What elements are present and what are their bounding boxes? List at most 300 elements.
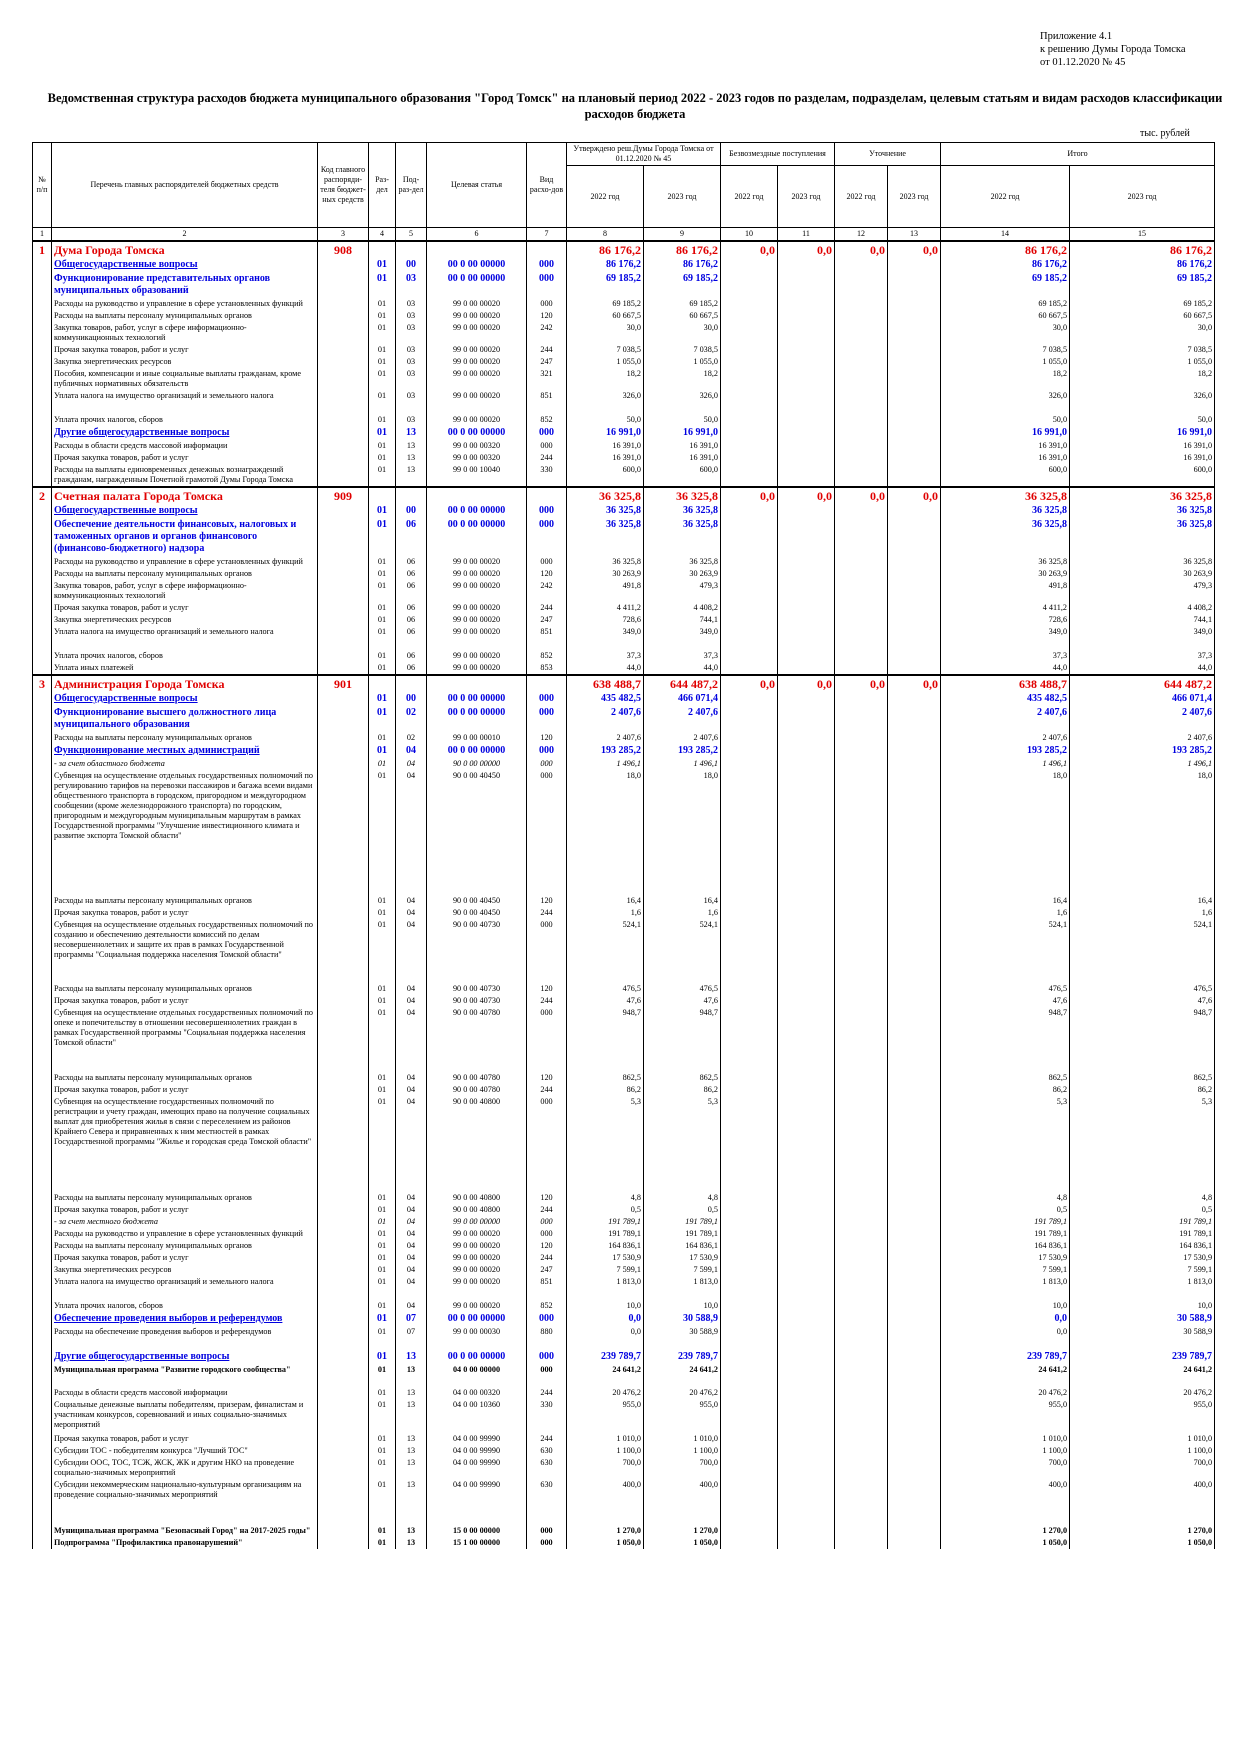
- row-total-2023: 1,6: [1070, 907, 1215, 919]
- table-row: [33, 368, 1215, 390]
- row-name: Уплата налога на имущество организаций и земельного налога: [52, 626, 318, 650]
- row-number: [33, 310, 52, 322]
- row-total-2023: 86,2: [1070, 1084, 1215, 1096]
- row-total-2023: 16 391,0: [1070, 440, 1215, 452]
- row-name: Общегосударственные вопросы: [52, 258, 318, 272]
- row-total-2023: 191 789,1: [1070, 1228, 1215, 1240]
- row-podrazdel: 03: [396, 414, 427, 426]
- row-gratuitous-2023: [778, 518, 835, 556]
- row-code: [318, 1445, 369, 1457]
- row-total-2022: 44,0: [941, 662, 1070, 675]
- row-refinement-2023: [888, 1007, 941, 1072]
- table-row: [33, 732, 1215, 744]
- row-approved-2022: 2 407,6: [567, 706, 644, 732]
- table-row: [33, 1276, 1215, 1300]
- row-gratuitous-2023: [778, 568, 835, 580]
- row-approved-2023: 17 530,9: [644, 1252, 721, 1264]
- row-number: [33, 1216, 52, 1228]
- row-gratuitous-2023: [778, 1007, 835, 1072]
- row-total-2022: 4 411,2: [941, 602, 1070, 614]
- row-code: [318, 322, 369, 344]
- row-total-2022: 24 641,2: [941, 1364, 1070, 1387]
- row-total-2022: 10,0: [941, 1300, 1070, 1312]
- row-number: [33, 983, 52, 995]
- row-razdel: 01: [369, 626, 396, 650]
- row-gratuitous-2023: [778, 1192, 835, 1204]
- row-gratuitous-2023: [778, 602, 835, 614]
- row-gratuitous-2023: [778, 626, 835, 650]
- row-gratuitous-2022: [721, 744, 778, 758]
- row-number: [33, 706, 52, 732]
- row-podrazdel: 04: [396, 983, 427, 995]
- row-approved-2023: 948,7: [644, 1007, 721, 1072]
- row-refinement-2023: [888, 1096, 941, 1192]
- row-razdel: 01: [369, 272, 396, 298]
- row-approved-2022: 30 263,9: [567, 568, 644, 580]
- row-total-2023: 164 836,1: [1070, 1240, 1215, 1252]
- row-total-2023: 0,5: [1070, 1204, 1215, 1216]
- row-code: [318, 1252, 369, 1264]
- row-podrazdel: 03: [396, 368, 427, 390]
- row-approved-2023: 50,0: [644, 414, 721, 426]
- table-row: [33, 907, 1215, 919]
- row-code: [318, 626, 369, 650]
- row-refinement-2022: [835, 440, 888, 452]
- row-approved-2023: 86,2: [644, 1084, 721, 1096]
- row-approved-2022: 24 641,2: [567, 1364, 644, 1387]
- row-approved-2023: 164 836,1: [644, 1240, 721, 1252]
- row-expense-type: 000: [527, 556, 567, 568]
- row-refinement-2023: [888, 464, 941, 487]
- row-gratuitous-2022: [721, 692, 778, 706]
- row-refinement-2023: [888, 452, 941, 464]
- row-name: Субвенция на осуществление отдельных государственных полномочий по регулированию тарифов на перевозки пассажиров и багажа всеми видами общественного транспорта в городском, пригородном и междугородном сообщении (кроме железнодорожного транспорта) по городским, пригородным и междугородным муниципальным маршрутам в рамках Государственной программы "Улучшение инвестиционного климата и развитие экспорта Томской области": [52, 770, 318, 895]
- row-target-article: 90 0 00 40800: [427, 1204, 527, 1216]
- row-code: [318, 1216, 369, 1228]
- row-number: [33, 692, 52, 706]
- row-gratuitous-2022: [721, 1096, 778, 1192]
- row-gratuitous-2022: [721, 650, 778, 662]
- row-number: [33, 556, 52, 568]
- row-gratuitous-2023: [778, 356, 835, 368]
- row-razdel: 01: [369, 1433, 396, 1445]
- row-expense-type: 244: [527, 995, 567, 1007]
- row-total-2023: 7 599,1: [1070, 1264, 1215, 1276]
- row-gratuitous-2023: [778, 1364, 835, 1387]
- row-target-article: 04 0 00 00320: [427, 1387, 527, 1399]
- row-total-2022: 60 667,5: [941, 310, 1070, 322]
- column-number: 9: [644, 228, 721, 242]
- row-total-2023: 30 588,9: [1070, 1326, 1215, 1350]
- row-gratuitous-2022: [721, 614, 778, 626]
- row-total-2022: 16,4: [941, 895, 1070, 907]
- row-refinement-2023: [888, 995, 941, 1007]
- row-podrazdel: 00: [396, 504, 427, 518]
- row-approved-2022: 349,0: [567, 626, 644, 650]
- row-refinement-2023: [888, 706, 941, 732]
- row-number: [33, 390, 52, 414]
- row-gratuitous-2023: [778, 1312, 835, 1326]
- row-approved-2023: 239 789,7: [644, 1350, 721, 1364]
- row-refinement-2022: [835, 1096, 888, 1192]
- table-row: [33, 298, 1215, 310]
- row-code: 908: [318, 241, 369, 258]
- row-razdel: 01: [369, 1084, 396, 1096]
- row-total-2023: 24 641,2: [1070, 1364, 1215, 1387]
- row-podrazdel: 04: [396, 995, 427, 1007]
- row-approved-2022: 728,6: [567, 614, 644, 626]
- row-target-article: [427, 487, 527, 504]
- row-total-2022: 4,8: [941, 1192, 1070, 1204]
- row-expense-type: 000: [527, 1228, 567, 1240]
- row-gratuitous-2022: [721, 1312, 778, 1326]
- row-refinement-2023: [888, 580, 941, 602]
- row-target-article: 00 0 00 00000: [427, 426, 527, 440]
- row-razdel: 01: [369, 995, 396, 1007]
- row-total-2023: 44,0: [1070, 662, 1215, 675]
- row-total-2022: 0,0: [941, 1326, 1070, 1350]
- row-razdel: 01: [369, 1240, 396, 1252]
- row-podrazdel: 04: [396, 1264, 427, 1276]
- row-refinement-2022: [835, 580, 888, 602]
- row-approved-2022: 17 530,9: [567, 1252, 644, 1264]
- row-target-article: 99 0 00 00020: [427, 356, 527, 368]
- row-expense-type: 852: [527, 650, 567, 662]
- row-gratuitous-2023: [778, 1096, 835, 1192]
- row-razdel: 01: [369, 919, 396, 983]
- row-expense-type: 120: [527, 1240, 567, 1252]
- row-code: [318, 706, 369, 732]
- row-code: [318, 258, 369, 272]
- row-name: Прочая закупка товаров, работ и услуг: [52, 1204, 318, 1216]
- row-name: Расходы на выплаты персоналу муниципальных органов: [52, 310, 318, 322]
- table-row: [33, 1072, 1215, 1084]
- row-expense-type: 120: [527, 1072, 567, 1084]
- column-number: 12: [835, 228, 888, 242]
- row-gratuitous-2022: [721, 1537, 778, 1549]
- row-name: Закупка энергетических ресурсов: [52, 614, 318, 626]
- row-total-2023: 47,6: [1070, 995, 1215, 1007]
- row-expense-type: 120: [527, 568, 567, 580]
- row-approved-2023: 644 487,2: [644, 675, 721, 692]
- row-target-article: 99 0 00 00030: [427, 1326, 527, 1350]
- table-row: [33, 1096, 1215, 1192]
- row-razdel: 01: [369, 464, 396, 487]
- row-total-2022: 239 789,7: [941, 1350, 1070, 1364]
- row-target-article: 99 0 00 00020: [427, 322, 527, 344]
- row-name: Субсидии ТОС - победителям конкурса "Лучший ТОС": [52, 1445, 318, 1457]
- table-row: [33, 602, 1215, 614]
- row-refinement-2022: [835, 1264, 888, 1276]
- row-target-article: 00 0 00 00000: [427, 706, 527, 732]
- row-refinement-2022: [835, 568, 888, 580]
- row-refinement-2022: [835, 1399, 888, 1433]
- row-expense-type: 000: [527, 1007, 567, 1072]
- row-gratuitous-2022: 0,0: [721, 241, 778, 258]
- row-podrazdel: 13: [396, 1433, 427, 1445]
- row-target-article: 99 0 00 00020: [427, 602, 527, 614]
- row-total-2022: 7 038,5: [941, 344, 1070, 356]
- row-razdel: 01: [369, 368, 396, 390]
- row-number: [33, 1300, 52, 1312]
- row-gratuitous-2023: [778, 1399, 835, 1433]
- row-code: [318, 1537, 369, 1549]
- row-approved-2022: 4,8: [567, 1192, 644, 1204]
- row-target-article: 99 0 00 00020: [427, 1252, 527, 1264]
- row-expense-type: 880: [527, 1326, 567, 1350]
- row-razdel: 01: [369, 1537, 396, 1549]
- row-total-2022: 2 407,6: [941, 706, 1070, 732]
- row-total-2022: 16 991,0: [941, 426, 1070, 440]
- header-year: 2022 год: [941, 166, 1070, 228]
- row-total-2023: 1 050,0: [1070, 1537, 1215, 1549]
- row-code: [318, 1204, 369, 1216]
- row-target-article: [427, 675, 527, 692]
- row-approved-2022: 69 185,2: [567, 272, 644, 298]
- row-approved-2022: 700,0: [567, 1457, 644, 1479]
- row-approved-2022: 86 176,2: [567, 241, 644, 258]
- row-approved-2022: 36 325,8: [567, 487, 644, 504]
- table-row: [33, 1399, 1215, 1433]
- row-number: [33, 1084, 52, 1096]
- row-gratuitous-2023: [778, 426, 835, 440]
- row-name: Социальные денежные выплаты победителям, призерам, финалистам и участникам конкурсов, соревнований и иных социально-значимых мероприятий: [52, 1399, 318, 1433]
- row-name: Администрация Города Томска: [52, 675, 318, 692]
- row-target-article: 99 0 00 00320: [427, 440, 527, 452]
- row-target-article: 04 0 00 99990: [427, 1457, 527, 1479]
- row-gratuitous-2023: [778, 1276, 835, 1300]
- row-total-2023: 86 176,2: [1070, 241, 1215, 258]
- row-expense-type: 120: [527, 310, 567, 322]
- row-name: - за счет местного бюджета: [52, 1216, 318, 1228]
- row-target-article: 04 0 00 99990: [427, 1433, 527, 1445]
- row-target-article: 99 0 00 00020: [427, 568, 527, 580]
- department-row: [33, 675, 1215, 692]
- row-gratuitous-2023: [778, 919, 835, 983]
- row-code: [318, 464, 369, 487]
- row-approved-2023: 700,0: [644, 1457, 721, 1479]
- row-code: [318, 650, 369, 662]
- table-row: [33, 1084, 1215, 1096]
- row-refinement-2022: [835, 706, 888, 732]
- row-code: [318, 602, 369, 614]
- row-target-article: 99 0 00 00320: [427, 452, 527, 464]
- row-approved-2023: 60 667,5: [644, 310, 721, 322]
- appendix-line-2: к решению Думы Города Томска: [1040, 44, 1186, 55]
- row-target-article: 15 1 00 00000: [427, 1537, 527, 1549]
- row-approved-2022: 1 270,0: [567, 1525, 644, 1537]
- row-gratuitous-2022: [721, 272, 778, 298]
- row-code: [318, 907, 369, 919]
- row-gratuitous-2023: [778, 1240, 835, 1252]
- row-target-article: 99 0 00 00020: [427, 1264, 527, 1276]
- row-approved-2023: 479,3: [644, 580, 721, 602]
- row-total-2023: 476,5: [1070, 983, 1215, 995]
- row-refinement-2023: [888, 744, 941, 758]
- row-refinement-2022: [835, 504, 888, 518]
- row-total-2023: 7 038,5: [1070, 344, 1215, 356]
- row-code: [318, 344, 369, 356]
- row-total-2022: 728,6: [941, 614, 1070, 626]
- row-gratuitous-2022: [721, 1479, 778, 1525]
- row-refinement-2023: [888, 1445, 941, 1457]
- row-razdel: 01: [369, 344, 396, 356]
- row-target-article: 90 0 00 40450: [427, 770, 527, 895]
- column-number: 5: [396, 228, 427, 242]
- row-approved-2023: 0,5: [644, 1204, 721, 1216]
- row-refinement-2023: [888, 1300, 941, 1312]
- row-gratuitous-2023: 0,0: [778, 675, 835, 692]
- row-refinement-2022: [835, 1433, 888, 1445]
- row-gratuitous-2022: [721, 390, 778, 414]
- row-podrazdel: 06: [396, 580, 427, 602]
- row-name: Прочая закупка товаров, работ и услуг: [52, 344, 318, 356]
- row-refinement-2022: [835, 1276, 888, 1300]
- row-refinement-2022: [835, 368, 888, 390]
- row-podrazdel: 06: [396, 650, 427, 662]
- column-number: 14: [941, 228, 1070, 242]
- row-target-article: 15 0 00 00000: [427, 1525, 527, 1537]
- row-expense-type: [527, 487, 567, 504]
- row-refinement-2022: 0,0: [835, 675, 888, 692]
- row-expense-type: 244: [527, 1204, 567, 1216]
- row-razdel: 01: [369, 732, 396, 744]
- row-razdel: 01: [369, 1072, 396, 1084]
- row-approved-2022: 435 482,5: [567, 692, 644, 706]
- row-total-2023: 948,7: [1070, 1007, 1215, 1072]
- row-refinement-2023: 0,0: [888, 675, 941, 692]
- row-name: Расходы в области средств массовой информации: [52, 1387, 318, 1399]
- row-refinement-2023: [888, 1240, 941, 1252]
- row-expense-type: 244: [527, 1252, 567, 1264]
- row-podrazdel: 04: [396, 1204, 427, 1216]
- row-total-2023: 479,3: [1070, 580, 1215, 602]
- row-approved-2022: 4 411,2: [567, 602, 644, 614]
- row-name: Обеспечение проведения выборов и референдумов: [52, 1312, 318, 1326]
- header-approved: Утверждено реш.Думы Города Томска от 01.12.2020 № 45: [567, 143, 721, 166]
- row-razdel: 01: [369, 744, 396, 758]
- row-total-2023: 30 263,9: [1070, 568, 1215, 580]
- row-total-2022: 50,0: [941, 414, 1070, 426]
- row-gratuitous-2022: [721, 464, 778, 487]
- row-podrazdel: 13: [396, 1445, 427, 1457]
- row-gratuitous-2022: [721, 426, 778, 440]
- row-total-2023: 30 588,9: [1070, 1312, 1215, 1326]
- row-refinement-2023: [888, 1364, 941, 1387]
- row-target-article: 99 0 00 00020: [427, 580, 527, 602]
- row-code: [318, 983, 369, 995]
- row-refinement-2022: [835, 1445, 888, 1457]
- row-refinement-2022: [835, 426, 888, 440]
- row-gratuitous-2022: [721, 626, 778, 650]
- row-code: [318, 1312, 369, 1326]
- table-row: [33, 414, 1215, 426]
- row-total-2023: 69 185,2: [1070, 272, 1215, 298]
- row-gratuitous-2022: [721, 1300, 778, 1312]
- row-target-article: 99 0 00 00020: [427, 390, 527, 414]
- row-approved-2022: 1 496,1: [567, 758, 644, 770]
- row-code: [318, 1433, 369, 1445]
- row-refinement-2022: [835, 298, 888, 310]
- row-code: [318, 662, 369, 675]
- appendix-line-1: Приложение 4.1: [1040, 31, 1113, 42]
- row-gratuitous-2022: [721, 518, 778, 556]
- row-gratuitous-2023: [778, 1457, 835, 1479]
- table-row: [33, 1350, 1215, 1364]
- row-total-2023: 1 010,0: [1070, 1433, 1215, 1445]
- row-total-2023: 644 487,2: [1070, 675, 1215, 692]
- row-code: [318, 310, 369, 322]
- row-code: [318, 298, 369, 310]
- row-number: [33, 518, 52, 556]
- row-total-2023: 16,4: [1070, 895, 1215, 907]
- row-podrazdel: 02: [396, 706, 427, 732]
- row-name: Закупка энергетических ресурсов: [52, 1264, 318, 1276]
- row-razdel: 01: [369, 983, 396, 995]
- row-total-2022: 1 496,1: [941, 758, 1070, 770]
- table-row: [33, 1264, 1215, 1276]
- row-refinement-2022: [835, 1228, 888, 1240]
- row-code: [318, 1240, 369, 1252]
- row-razdel: 01: [369, 298, 396, 310]
- row-gratuitous-2023: [778, 1300, 835, 1312]
- row-total-2023: 700,0: [1070, 1457, 1215, 1479]
- row-approved-2022: 16 991,0: [567, 426, 644, 440]
- row-podrazdel: 13: [396, 1387, 427, 1399]
- row-target-article: 90 0 00 40730: [427, 919, 527, 983]
- row-total-2022: 164 836,1: [941, 1240, 1070, 1252]
- table-row: [33, 1525, 1215, 1537]
- row-approved-2023: 5,3: [644, 1096, 721, 1192]
- row-code: [318, 272, 369, 298]
- row-total-2023: 600,0: [1070, 464, 1215, 487]
- row-name: Другие общегосударственные вопросы: [52, 1350, 318, 1364]
- row-total-2022: 193 285,2: [941, 744, 1070, 758]
- row-expense-type: 244: [527, 1084, 567, 1096]
- row-gratuitous-2023: [778, 995, 835, 1007]
- table-row: [33, 580, 1215, 602]
- row-gratuitous-2022: [721, 770, 778, 895]
- row-razdel: 01: [369, 1192, 396, 1204]
- row-gratuitous-2022: [721, 732, 778, 744]
- row-expense-type: 244: [527, 344, 567, 356]
- row-podrazdel: 13: [396, 1525, 427, 1537]
- row-expense-type: 000: [527, 919, 567, 983]
- row-gratuitous-2023: [778, 1479, 835, 1525]
- row-total-2023: 36 325,8: [1070, 504, 1215, 518]
- row-gratuitous-2023: [778, 414, 835, 426]
- header-gratuitous: Безвозмездные поступления: [721, 143, 835, 166]
- header-name: Перечень главных распорядителей бюджетных средств: [52, 143, 318, 228]
- row-total-2022: 2 407,6: [941, 732, 1070, 744]
- row-total-2023: 1 055,0: [1070, 356, 1215, 368]
- row-razdel: 01: [369, 1350, 396, 1364]
- table-row: [33, 758, 1215, 770]
- row-gratuitous-2022: [721, 1216, 778, 1228]
- row-name: Расходы на выплаты персоналу муниципальных органов: [52, 1192, 318, 1204]
- row-gratuitous-2023: [778, 1445, 835, 1457]
- row-total-2022: 638 488,7: [941, 675, 1070, 692]
- row-number: [33, 907, 52, 919]
- row-refinement-2022: [835, 744, 888, 758]
- row-total-2022: 1 100,0: [941, 1445, 1070, 1457]
- row-refinement-2023: [888, 368, 941, 390]
- row-approved-2023: 36 325,8: [644, 518, 721, 556]
- row-approved-2023: 4,8: [644, 1192, 721, 1204]
- row-expense-type: 000: [527, 1364, 567, 1387]
- row-approved-2022: 86,2: [567, 1084, 644, 1096]
- row-razdel: 01: [369, 452, 396, 464]
